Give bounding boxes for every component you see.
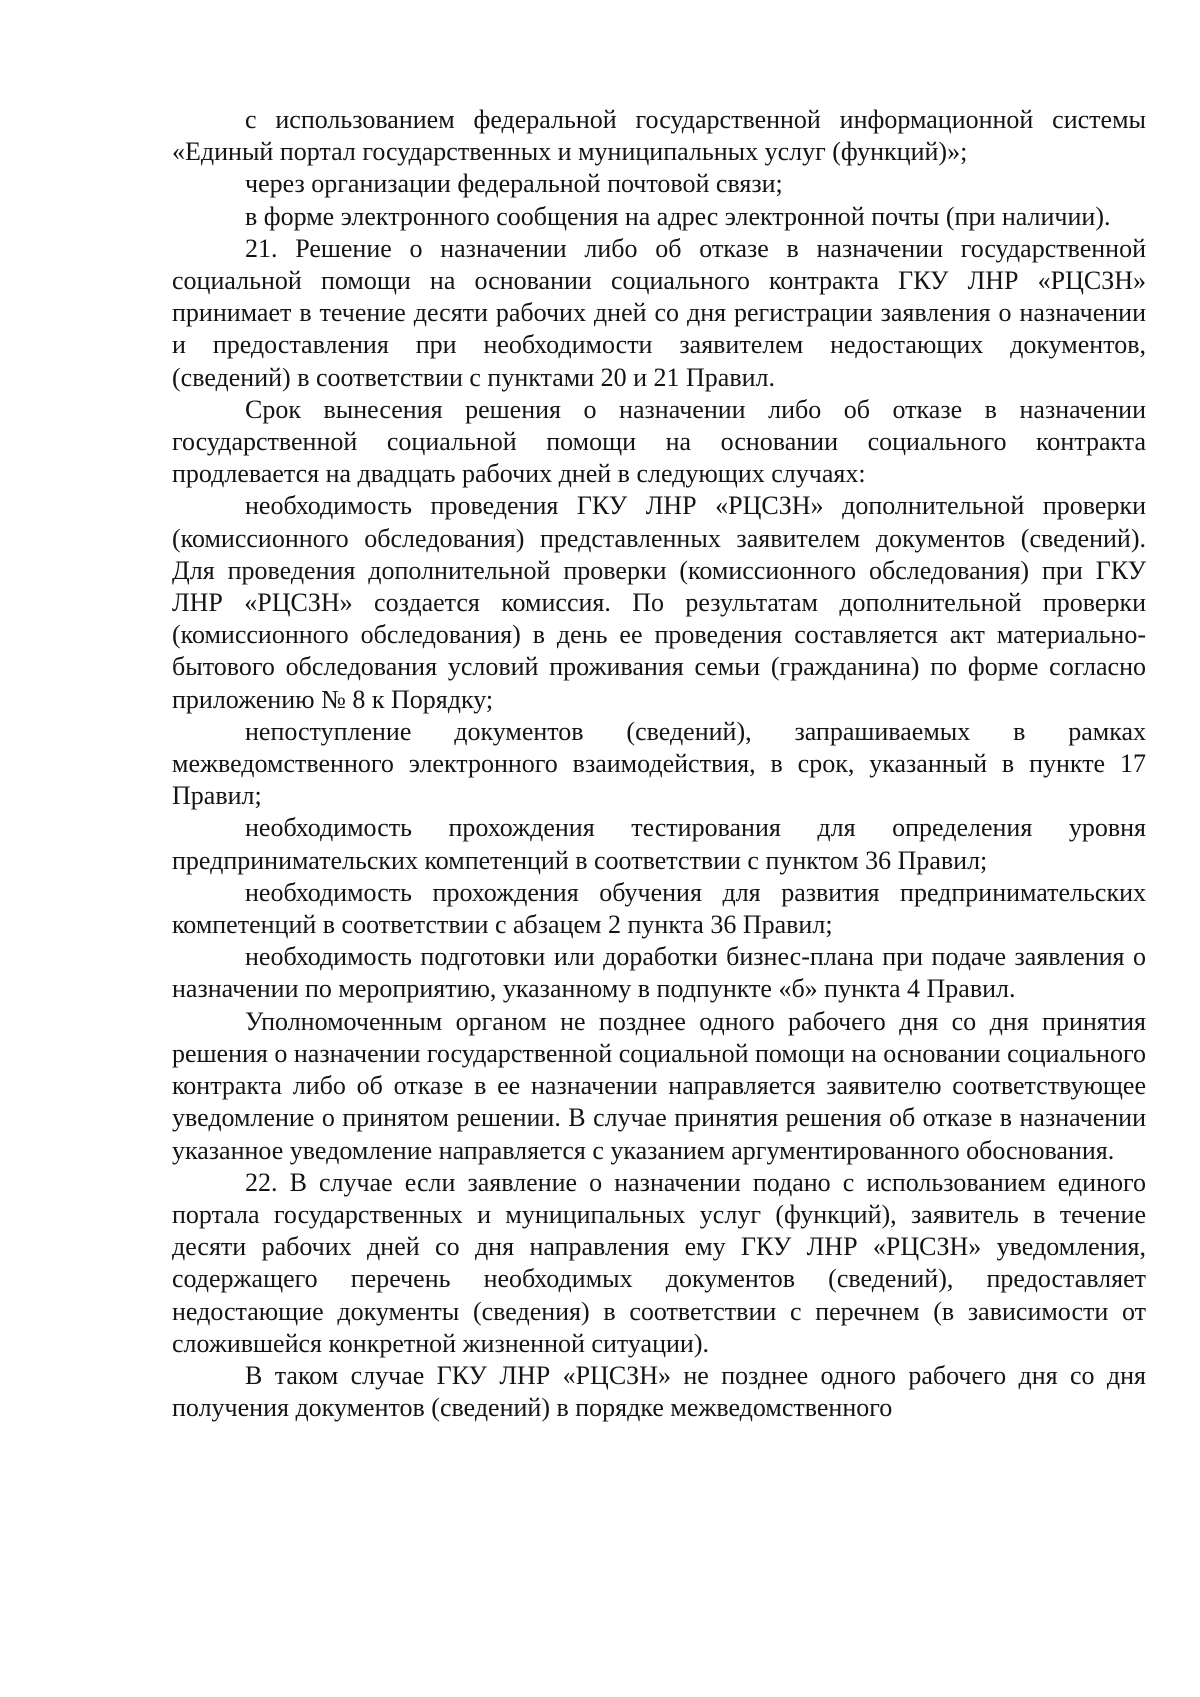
paragraph-5: Срок вынесения решения о назначении либо об отказе в назначении государственной социальной помощи на основании социального контракта продлевается на двадцать рабочих дней в следующих случаях: xyxy=(172,394,1146,489)
paragraph-2: через организации федеральной почтовой связи; xyxy=(245,169,783,199)
paragraph-9: необходимость прохождения обучения для развития предпринимательских компетенций в соответствии с абзацем 2 пункта 36 Правил; xyxy=(172,877,1146,940)
paragraph-6: необходимость проведения ГКУ ЛНР «РЦСЗН» дополнительной проверки (комиссионного обследования) представленных заявителем документов (сведений). Для проведения дополнительной проверки (комиссионного обследования) при ГКУ ЛНР «РЦСЗН» создается комиссия. По результатам дополнительной проверки (комиссионного обследования) в день ее проведения составляется акт материально-бытового обследования условий проживания семьи (гражданина) по форме согласно приложению № 8 к Порядку; xyxy=(172,491,1146,714)
paragraph-10: необходимость подготовки или доработки бизнес-плана при подаче заявления о назначении по мероприятию, указанному в подпункте «б» пункта 4 Правил. xyxy=(172,942,1146,1004)
document-page xyxy=(172,104,1146,1424)
paragraph-1: с использованием федеральной государственной информационной системы «Единый портал государственных и муниципальных услуг (функций)»; xyxy=(172,105,1146,167)
paragraph-7: непоступление документов (сведений), запрашиваемых в рамках межведомственного электронного взаимодействия, в срок, указанный в пункте 17 Правил; xyxy=(172,716,1146,811)
paragraph-4: 21. Решение о назначении либо об отказе в назначении государственной социальной помощи на основании социального контракта ГКУ ЛНР «РЦСЗН» принимает в течение десяти рабочих дней со дня регистрации заявления о назначении и предоставления при необходимости заявителем недостающих документов, (сведений) в соответствии с пунктами 20 и 21 Правил. xyxy=(172,233,1146,392)
paragraph-8: необходимость прохождения тестирования для определения уровня предпринимательских компетенций в соответствии с пунктом 36 Правил; xyxy=(172,813,1146,875)
paragraph-3: в форме электронного сообщения на адрес электронной почты (при наличии). xyxy=(245,201,1111,231)
paragraph-12: 22. В случае если заявление о назначении подано с использованием единого портала государственных и муниципальных услуг (функций), заявитель в течение десяти рабочих дней со дня направления ему ГКУ ЛНР «РЦСЗН» уведомления, содержащего перечень необходимых документов (сведений), предоставляет недостающие документы (сведения) в соответствии с перечнем (в зависимости от сложившейся конкретной жизненной ситуации). xyxy=(172,1167,1146,1358)
paragraph-11: Уполномоченным органом не позднее одного рабочего дня со дня принятия решения о назначении государственной социальной помощи на основании социального контракта либо об отказе в ее назначении направляется заявителю соответствующее уведомление о принятом решении. В случае принятия решения об отказе в назначении указанное уведомление направляется с указанием аргументированного обоснования. xyxy=(172,1006,1146,1165)
paragraph-13: В таком случае ГКУ ЛНР «РЦСЗН» не позднее одного рабочего дня со дня получения документов (сведений) в порядке межведомственного xyxy=(172,1360,1146,1423)
